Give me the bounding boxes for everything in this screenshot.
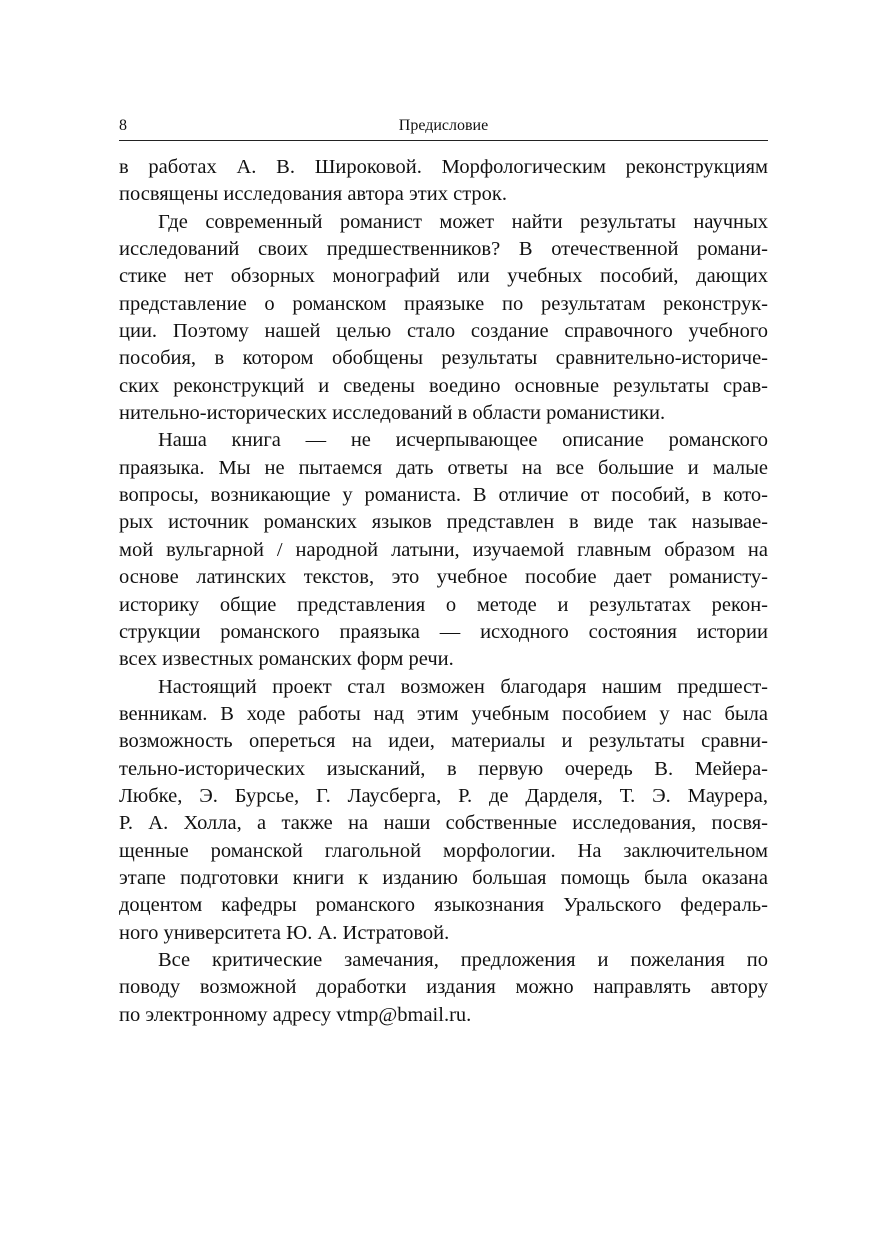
text-line: тельно-исторических изысканий, в первую очередь В. Мейера-: [119, 757, 768, 780]
text-line: Любке, Э. Бурсье, Г. Лаусберга, Р. де Дарделя, Т. Э. Маурера,: [119, 784, 768, 807]
text-line: Где современный романист может найти результаты научных: [158, 210, 768, 233]
text-line: по электронному адресу vtmp@bmail.ru.: [119, 1003, 472, 1026]
paragraph: [119, 154, 768, 209]
text-line: мой вульгарной / народной латыни, изучаемой главным образом на: [119, 538, 768, 561]
page-number: 8: [119, 117, 127, 134]
text-line: Р. А. Холла, а также на наши собственные исследования, посвя-: [119, 812, 768, 835]
text-line: всех известных романских форм речи.: [119, 648, 454, 671]
text-line: в работах А. В. Широковой. Морфологическим реконструкциям: [119, 156, 768, 178]
text-line: поводу возможной доработки издания можно направлять автору: [119, 976, 768, 999]
text-line: нительно-исторических исследований в области романистики.: [119, 402, 666, 425]
text-line: ного университета Ю. А. Истратовой.: [119, 921, 450, 944]
text-line: щенные романской глагольной морфологии. На заключительном: [119, 839, 768, 862]
text-line: исследований своих предшественников? В отечественной романи-: [119, 238, 768, 261]
text-line: праязыка. Мы не пытаемся дать ответы на все большие и малые: [119, 456, 768, 479]
running-header: [119, 112, 768, 141]
paragraph: [119, 427, 768, 673]
text-line: посвящены исследования автора этих строк.: [119, 183, 508, 206]
paragraph: [119, 209, 768, 428]
text-line: возможность опереться на идеи, материалы и результаты сравни-: [119, 730, 768, 753]
text-line: ции. Поэтому нашей целью стало создание справочного учебного: [119, 320, 768, 343]
text-line: этапе подготовки книги к изданию большая помощь была оказана: [119, 866, 768, 889]
text-line: представление о романском праязыке по результатам реконструк-: [119, 292, 768, 315]
text-line: пособия, в котором обобщены результаты сравнительно-историче-: [119, 347, 768, 370]
text-line: рых источник романских языков представлен в виде так называе-: [119, 511, 768, 534]
text-line: историку общие представления о методе и результатах рекон-: [119, 593, 768, 616]
text-line: стике нет обзорных монографий или учебных пособий, дающих: [119, 265, 768, 288]
paragraph: [119, 947, 768, 1029]
text-line: струкции романского праязыка — исходного состояния истории: [119, 620, 768, 643]
header-title: Предисловие: [398, 117, 489, 134]
text-line: вопросы, возникающие у романиста. В отличие от пособий, в кото-: [119, 484, 768, 507]
paragraph: [119, 674, 768, 947]
text-line: Наша книга — не исчерпывающее описание романского: [158, 429, 768, 452]
text-line: основе латинских текстов, это учебное пособие дает романисту-: [119, 566, 768, 589]
text-line: венникам. В ходе работы над этим учебным пособием у нас была: [119, 702, 768, 725]
text-line: ских реконструкций и сведены воедино основные результаты срав-: [119, 374, 768, 397]
text-line: доцентом кафедры романского языкознания Уральского федераль-: [119, 894, 768, 917]
text-line: Настоящий проект стал возможен благодаря нашим предшест-: [158, 675, 768, 698]
text-line: Все критические замечания, предложения и пожелания по: [158, 948, 768, 971]
text-body: [119, 154, 768, 1029]
